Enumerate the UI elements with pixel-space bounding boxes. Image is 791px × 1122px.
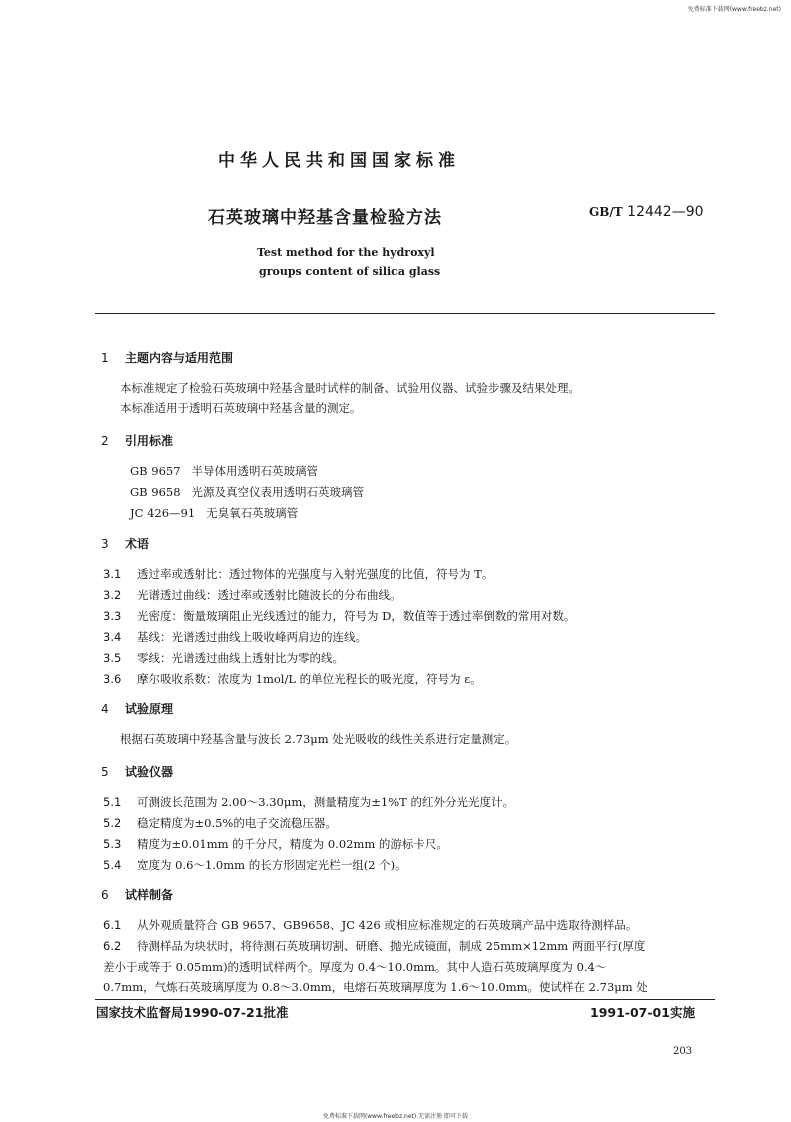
code-number: 12442—90 (627, 204, 704, 220)
document-title-cn: 石英玻璃中羟基含量检验方法 (208, 208, 442, 228)
item-text: 待测样品为块状时，将待测石英玻璃切割、研磨、抛光成镜面，制成 25mm×12mm 两面平行(厚度 (137, 939, 646, 953)
bottom-watermark: 免费标准下载网(www.freebz.net) 无需注册 即可下载 (322, 1113, 469, 1120)
section-2-heading (101, 432, 173, 449)
instrument-item (103, 857, 407, 873)
document-title-en-line2: groups content of silica glass (259, 265, 441, 278)
reference-jc426: JC 426—91 无臭氧石英玻璃管 (130, 506, 299, 520)
implementation-date: 1991-07-01实施 (590, 1005, 695, 1020)
item-number: 3.2 (103, 588, 122, 602)
header-rule (95, 313, 715, 314)
term-item (103, 629, 367, 645)
item-number: 3.3 (103, 609, 122, 623)
term-item (103, 566, 493, 582)
item-number: 3.1 (103, 567, 122, 581)
sample-item-6-1 (103, 917, 637, 933)
item-number: 5.4 (103, 858, 122, 872)
section-4-paragraph: 根据石英玻璃中羟基含量与波长 2.73μm 处光吸收的线性关系进行定量测定。 (120, 732, 517, 746)
sample-item-6-2-line3: 0.7mm，气炼石英玻璃厚度为 0.8～3.0mm，电熔石英玻璃厚度为 1.6～10.0mm。使试样在 2.73μm 处 (103, 980, 648, 994)
section-label: 术语 (125, 537, 150, 551)
section-number: 2 (101, 434, 109, 448)
section-5-heading (101, 763, 173, 780)
term-item (103, 608, 575, 624)
footer-rule (95, 999, 715, 1000)
page-number: 203 (673, 1046, 693, 1057)
section-label: 试样制备 (125, 888, 174, 902)
instrument-item (103, 836, 448, 852)
item-number: 6.2 (103, 939, 122, 953)
item-number: 6.1 (103, 918, 122, 932)
section-number: 5 (101, 765, 109, 779)
document-title-en-line1: Test method for the hydroxyl (257, 246, 435, 259)
section-1-heading (101, 349, 233, 366)
item-text: 可测波长范围为 2.00～3.30μm，测量精度为±1%T 的红外分光光度计。 (137, 795, 514, 809)
item-text: 光谱透过曲线：透过率或透射比随波长的分布曲线。 (137, 588, 402, 602)
item-number: 3.4 (103, 630, 122, 644)
instrument-item (103, 815, 337, 831)
sample-item-6-2-line2: 差小于或等于 0.05mm)的透明试样两个。厚度为 0.4～10.0mm。其中人造石英玻璃厚度为 0.4～ (103, 960, 607, 974)
item-text: 稳定精度为±0.5%的电子交流稳压器。 (137, 816, 337, 830)
term-item (103, 671, 482, 687)
item-number: 3.5 (103, 651, 122, 665)
instrument-item (103, 794, 514, 810)
term-item (103, 587, 402, 603)
reference-gb9658: GB 9658 光源及真空仪表用透明石英玻璃管 (130, 485, 365, 499)
item-number: 3.6 (103, 672, 122, 686)
item-number: 5.2 (103, 816, 122, 830)
item-text: 透过率或透射比：透过物体的光强度与入射光强度的比值，符号为 T。 (137, 567, 494, 581)
section-1-paragraph-2: 本标准适用于透明石英玻璃中羟基含量的测定。 (120, 401, 362, 415)
section-1-paragraph-1: 本标准规定了检验石英玻璃中羟基含量时试样的制备、试验用仪器、试验步骤及结果处理。 (120, 381, 580, 395)
item-text: 从外观质量符合 GB 9657、GB9658、JC 426 或相应标准规定的石英玻璃产品中选取待测样品。 (137, 918, 638, 932)
approval-date: 国家技术监督局1990-07-21批准 (96, 1005, 289, 1020)
item-number: 5.1 (103, 795, 122, 809)
item-text: 基线：光谱透过曲线上吸收峰两肩边的连线。 (137, 630, 367, 644)
section-4-heading (101, 700, 173, 717)
reference-gb9657: GB 9657 半导体用透明石英玻璃管 (130, 464, 319, 478)
item-text: 宽度为 0.6～1.0mm 的长方形固定光栏一组(2 个)。 (137, 858, 407, 872)
term-item (103, 650, 344, 666)
item-text: 零线：光谱透过曲线上透射比为零的线。 (137, 651, 344, 665)
standard-code (589, 204, 704, 220)
section-label: 试验原理 (125, 702, 174, 716)
section-label: 引用标准 (125, 434, 174, 448)
section-number: 4 (101, 702, 109, 716)
item-number: 5.3 (103, 837, 122, 851)
sample-item-6-2 (103, 938, 645, 954)
item-text: 光密度：衡量玻璃阻止光线透过的能力，符号为 D，数值等于透过率倒数的常用对数。 (137, 609, 576, 623)
section-number: 1 (101, 351, 109, 365)
section-number: 3 (101, 537, 109, 551)
section-label: 主题内容与适用范围 (125, 351, 234, 365)
top-watermark: 免费标准下载网(www.freebz.net) (687, 6, 781, 13)
section-3-heading (101, 535, 149, 552)
code-prefix: GB/T (589, 205, 623, 219)
section-number: 6 (101, 888, 109, 902)
section-6-heading (101, 886, 173, 903)
section-label: 试验仪器 (125, 765, 174, 779)
item-text: 摩尔吸收系数：浓度为 1mol/L 的单位光程长的吸光度，符号为 ε。 (137, 672, 482, 686)
item-text: 精度为±0.01mm 的千分尺，精度为 0.02mm 的游标卡尺。 (137, 837, 448, 851)
national-standard-heading: 中华人民共和国国家标准 (218, 151, 460, 171)
